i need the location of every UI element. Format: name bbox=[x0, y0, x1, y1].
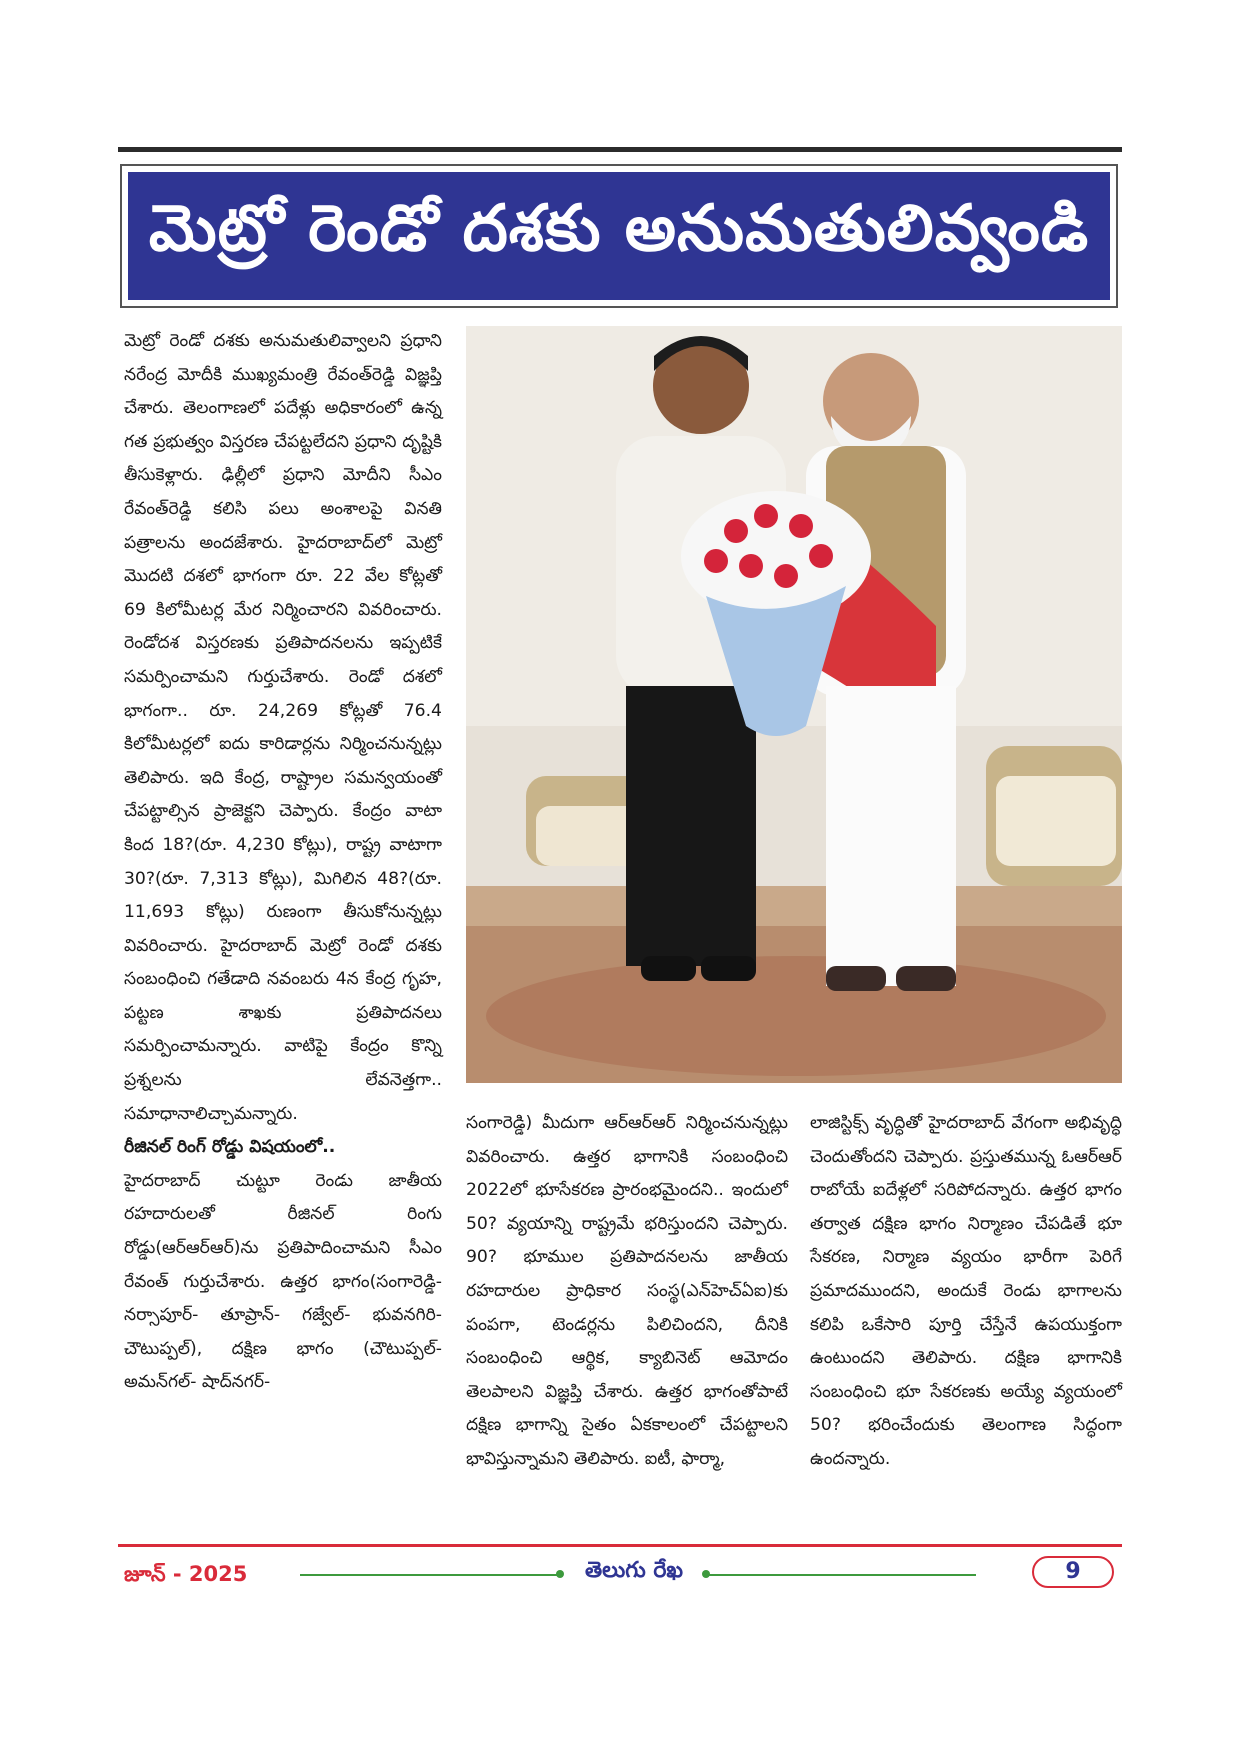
page-number: 9 bbox=[1032, 1556, 1114, 1588]
top-rule bbox=[118, 147, 1122, 152]
article-column-right bbox=[810, 1107, 1122, 1477]
section-subheading: రీజినల్ రింగ్ రోడ్డు విషయంలో.. bbox=[124, 1137, 336, 1158]
news-photo bbox=[466, 326, 1122, 1083]
photo-illustration bbox=[466, 326, 1122, 1083]
footer-dot-icon bbox=[556, 1570, 564, 1578]
footer-rule bbox=[118, 1544, 1122, 1547]
footer-line-right bbox=[706, 1574, 976, 1576]
magazine-name: తెలుగు రేఖ bbox=[584, 1558, 684, 1583]
article-paragraph: లాజిస్టిక్స్ వృద్ధితో హైదరాబాద్ వేగంగా అభివృద్ధి చెందుతోందని చెప్పారు. ప్రస్తుతమున్న ఓఆర్ఆర్ రాబోయే ఐదేళ్లలో సరిపోదన్నారు. ఉత్తర భాగం తర్వాత దక్షిణ భాగం నిర్మాణం చేపడితే భూ సేకరణ, నిర్మాణ వ్యయం భారీగా పెరిగే ప్రమాదముందని, అందుకే రెండు భాగాలను కలిపి ఒకేసారి పూర్తి చేస్తేనే ఉపయుక్తంగా ఉంటుందని తెలిపారు. దక్షిణ భాగానికి సంబంధించి భూ సేకరణకు అయ్యే వ్యయంలో 50? భరించేందుకు తెలంగాణ సిద్ధంగా ఉందన్నారు. bbox=[810, 1113, 1122, 1469]
article-column-middle bbox=[466, 1107, 788, 1477]
issue-date: జూన్ - 2025 bbox=[124, 1562, 248, 1586]
article-paragraph: హైదరాబాద్ చుట్టూ రెండు జాతీయ రహదారులతో రీజినల్ రింగు రోడ్డు(ఆర్‌ఆర్‌ఆర్)ను ప్రతిపాదించామని సీఎం రేవంత్ గుర్తుచేశారు. ఉత్తర భాగం(సంగారెడ్డి- నర్సాపూర్- తూప్రాన్- గజ్వేల్- భువనగిరి-చౌటుప్పల్), దక్షిణ భాగం (చౌటుప్పల్- అమన్‌గల్- షాద్‌నగర్- bbox=[124, 1170, 442, 1393]
footer-line-left bbox=[300, 1574, 558, 1576]
article-paragraph: సంగారెడ్డి) మీదుగా ఆర్‌ఆర్‌ఆర్ నిర్మించనున్నట్లు వివరించారు. ఉత్తర భాగానికి సంబంధించి 2022లో భూసేకరణ ప్రారంభమైందని.. ఇందులో 50? వ్యయాన్ని రాష్ట్రమే భరిస్తుందని చెప్పారు. 90? భూముల ప్రతిపాదనలను జాతీయ రహదారుల ప్రాధికార సంస్థ(ఎన్‌హెచ్‌ఏఐ)కు పంపగా, టెండర్లను పిలిచిందని, దీనికి సంబంధించి ఆర్థిక, క్యాబినెట్ ఆమోదం తెలపాలని విజ్ఞప్తి చేశారు. ఉత్తర భాగంతోపాటే దక్షిణ భాగాన్ని సైతం ఏకకాలంలో చేపట్టాలని భావిస్తున్నామని తెలిపారు. ఐటీ, ఫార్మా, bbox=[466, 1113, 788, 1469]
headline-frame bbox=[120, 164, 1118, 308]
article-column-left bbox=[124, 325, 442, 1400]
headline: మెట్రో రెండో దశకు అనుమతులివ్వండి bbox=[128, 172, 1110, 300]
article-paragraph: మెట్రో రెండో దశకు అనుమతులివ్వాలని ప్రధాని నరేంద్ర మోదీకి ముఖ్యమంత్రి రేవంత్‌రెడ్డి విజ్ఞప్తి చేశారు. తెలంగాణలో పదేళ్లు అధికారంలో ఉన్న గత ప్రభుత్వం విస్తరణ చేపట్టలేదని ప్రధాని దృష్టికి తీసుకెళ్లారు. ఢిల్లీలో ప్రధాని మోదీని సీఎం రేవంత్‌రెడ్డి కలిసి పలు అంశాలపై వినతి పత్రాలను అందజేశారు. హైదరాబాద్‌లో మెట్రో మొదటి దశలో భాగంగా రూ. 22 వేల కోట్లతో 69 కిలోమీటర్ల మేర నిర్మించారని వివరించారు. రెండోదశ విస్తరణకు ప్రతిపాదనలను ఇప్పటికే సమర్పించామని గుర్తుచేశారు. రెండో దశలో భాగంగా.. రూ. 24,269 కోట్లతో 76.4 కిలోమీటర్లలో ఐదు కారిడార్లను నిర్మించనున్నట్లు తెలిపారు. ఇది కేంద్ర, రాష్ట్రాల సమన్వయంతో చేపట్టాల్సిన ప్రాజెక్టని చెప్పారు. కేంద్రం వాటా కింద 18?(రూ. 4,230 కోట్లు), రాష్ట్ర వాటాగా 30?(రూ. 7,313 కోట్లు), మిగిలిన 48?(రూ. 11,693 కోట్లు) రుణంగా తీసుకోనున్నట్లు వివరించారు. హైదరాబాద్ మెట్రో రెండో దశకు సంబంధించి గతేడాది నవంబరు 4న కేంద్ర గృహ, పట్టణ శాఖకు ప్రతిపాదనలు సమర్పించామన్నారు. వాటిపై కేంద్రం కొన్ని ప్రశ్నలను లేవనెత్తగా.. సమాధానాలిచ్చామన్నారు. bbox=[124, 331, 442, 1124]
